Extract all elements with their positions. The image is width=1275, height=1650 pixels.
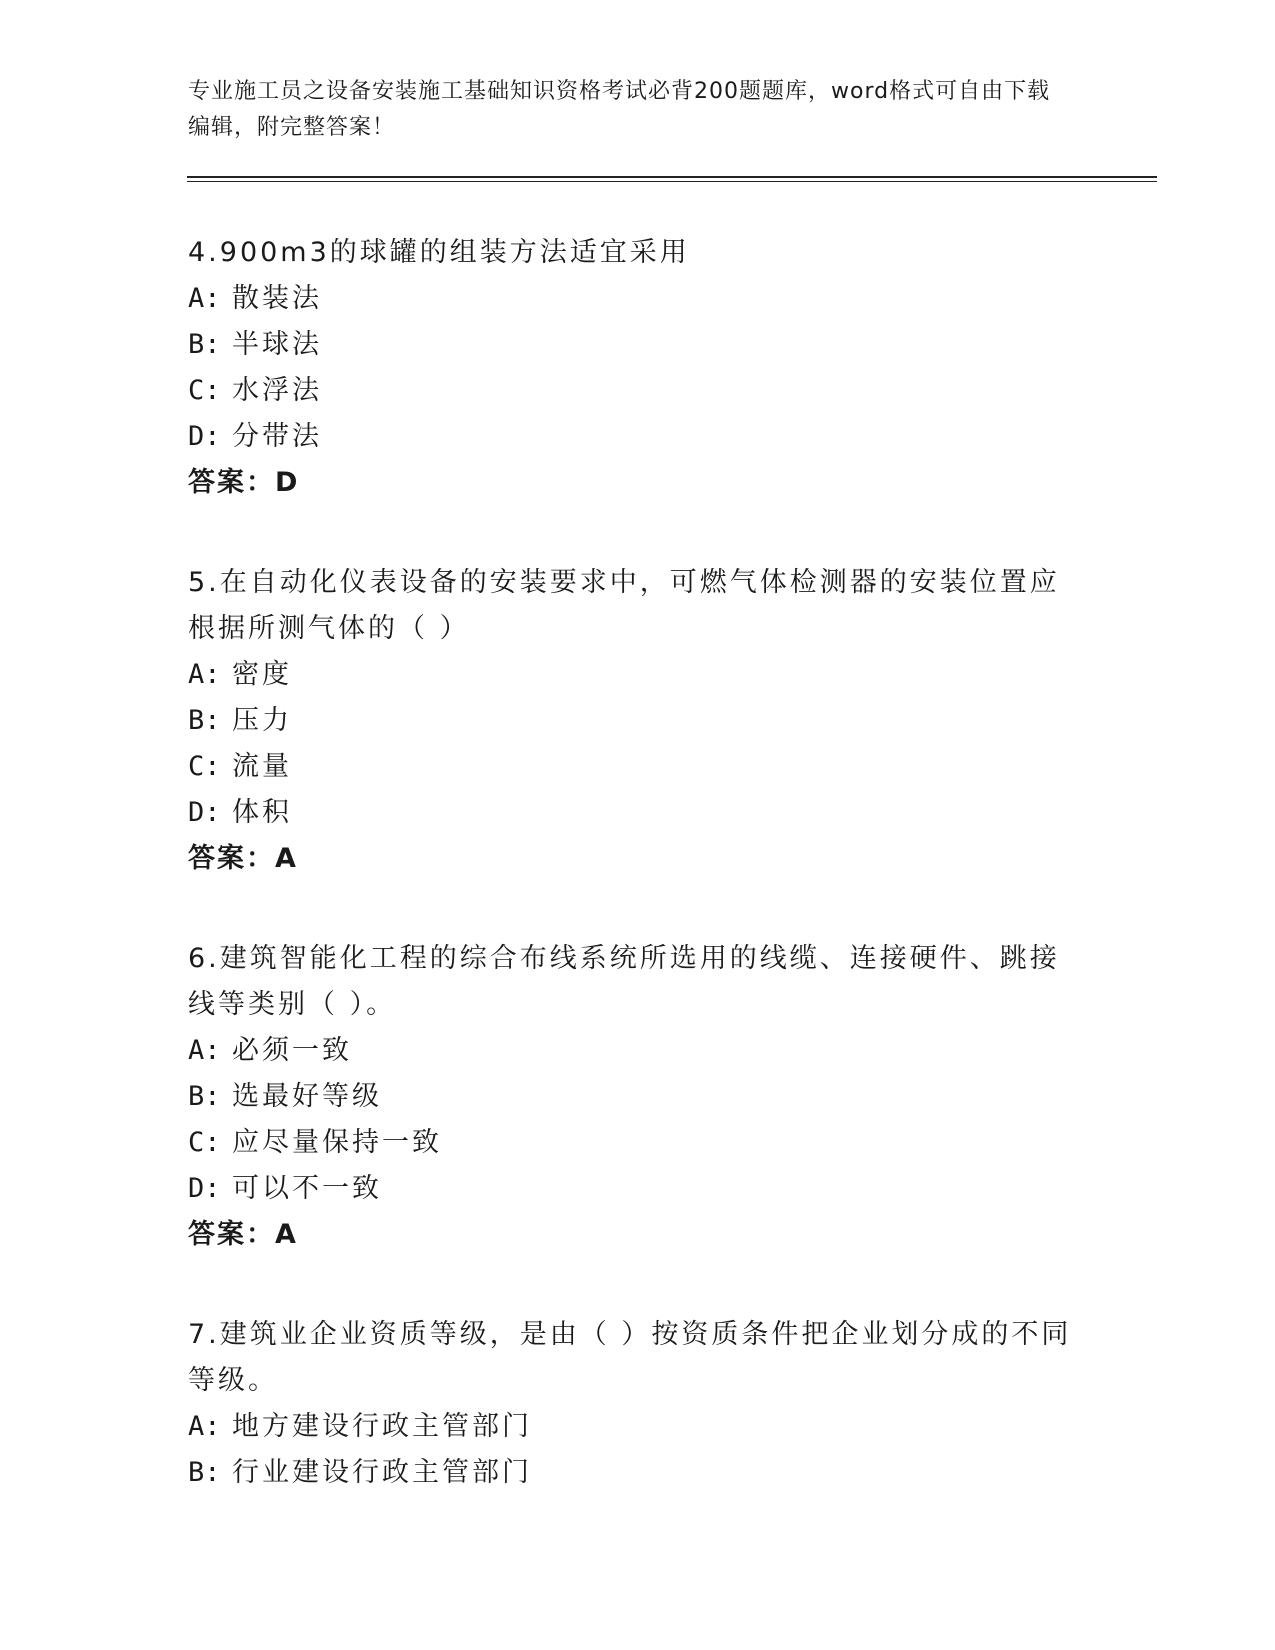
option-text: 行业建设行政主管部门 — [232, 1457, 532, 1488]
option-a — [188, 276, 1088, 322]
header-divider-thin — [187, 181, 1157, 182]
option-letter: D: — [188, 797, 221, 828]
option-text: 应尽量保持一致 — [232, 1127, 442, 1158]
option-b — [188, 1450, 1088, 1496]
option-letter: B: — [188, 1081, 221, 1112]
option-d — [188, 414, 1088, 460]
question-stem: 5.在自动化仪表设备的安装要求中，可燃气体检测器的安装位置应根据所测气体的（ ） — [188, 567, 1060, 644]
option-a — [188, 652, 1088, 698]
document-header: 专业施工员之设备安装施工基础知识资格考试必背200题题库，word格式可自由下载编辑，附完整答案！ — [188, 79, 1051, 140]
option-a — [188, 1404, 1088, 1450]
option-text: 水浮法 — [232, 375, 322, 406]
option-letter: A: — [188, 283, 221, 314]
option-text: 分带法 — [232, 421, 322, 452]
header-divider-thick — [187, 176, 1157, 178]
option-c — [188, 1120, 1088, 1166]
option-letter: A: — [188, 1035, 221, 1066]
question-4 — [188, 230, 1088, 506]
question-list — [188, 230, 1088, 1550]
answer-line: 答案：D — [188, 467, 300, 498]
option-letter: B: — [188, 705, 221, 736]
option-letter: D: — [188, 1173, 221, 1204]
option-text: 密度 — [232, 659, 292, 690]
option-b — [188, 1074, 1088, 1120]
option-c — [188, 744, 1088, 790]
option-letter: A: — [188, 659, 221, 690]
option-letter: D: — [188, 421, 221, 452]
option-text: 可以不一致 — [232, 1173, 382, 1204]
option-b — [188, 698, 1088, 744]
question-stem: 4.900m3的球罐的组装方法适宜采用 — [188, 237, 690, 268]
option-text: 体积 — [232, 797, 292, 828]
question-stem: 6.建筑智能化工程的综合布线系统所选用的线缆、连接硬件、跳接线等类别（ ）。 — [188, 943, 1060, 1020]
option-text: 必须一致 — [232, 1035, 352, 1066]
option-letter: C: — [188, 375, 221, 406]
option-letter: C: — [188, 751, 221, 782]
option-text: 散装法 — [232, 283, 322, 314]
answer-line: 答案：A — [188, 1219, 298, 1250]
question-5 — [188, 560, 1088, 882]
option-a — [188, 1028, 1088, 1074]
option-b — [188, 322, 1088, 368]
question-stem: 7.建筑业企业资质等级，是由（ ）按资质条件把企业划分成的不同等级。 — [188, 1319, 1072, 1396]
option-letter: B: — [188, 329, 221, 360]
option-text: 压力 — [232, 705, 292, 736]
option-text: 选最好等级 — [232, 1081, 382, 1112]
option-text: 流量 — [232, 751, 292, 782]
question-6 — [188, 936, 1088, 1258]
option-letter: A: — [188, 1411, 221, 1442]
question-7 — [188, 1312, 1088, 1496]
option-d — [188, 1166, 1088, 1212]
option-letter: B: — [188, 1457, 221, 1488]
option-text: 地方建设行政主管部门 — [232, 1411, 532, 1442]
option-letter: C: — [188, 1127, 221, 1158]
option-d — [188, 790, 1088, 836]
answer-line: 答案：A — [188, 843, 298, 874]
option-c — [188, 368, 1088, 414]
option-text: 半球法 — [232, 329, 322, 360]
